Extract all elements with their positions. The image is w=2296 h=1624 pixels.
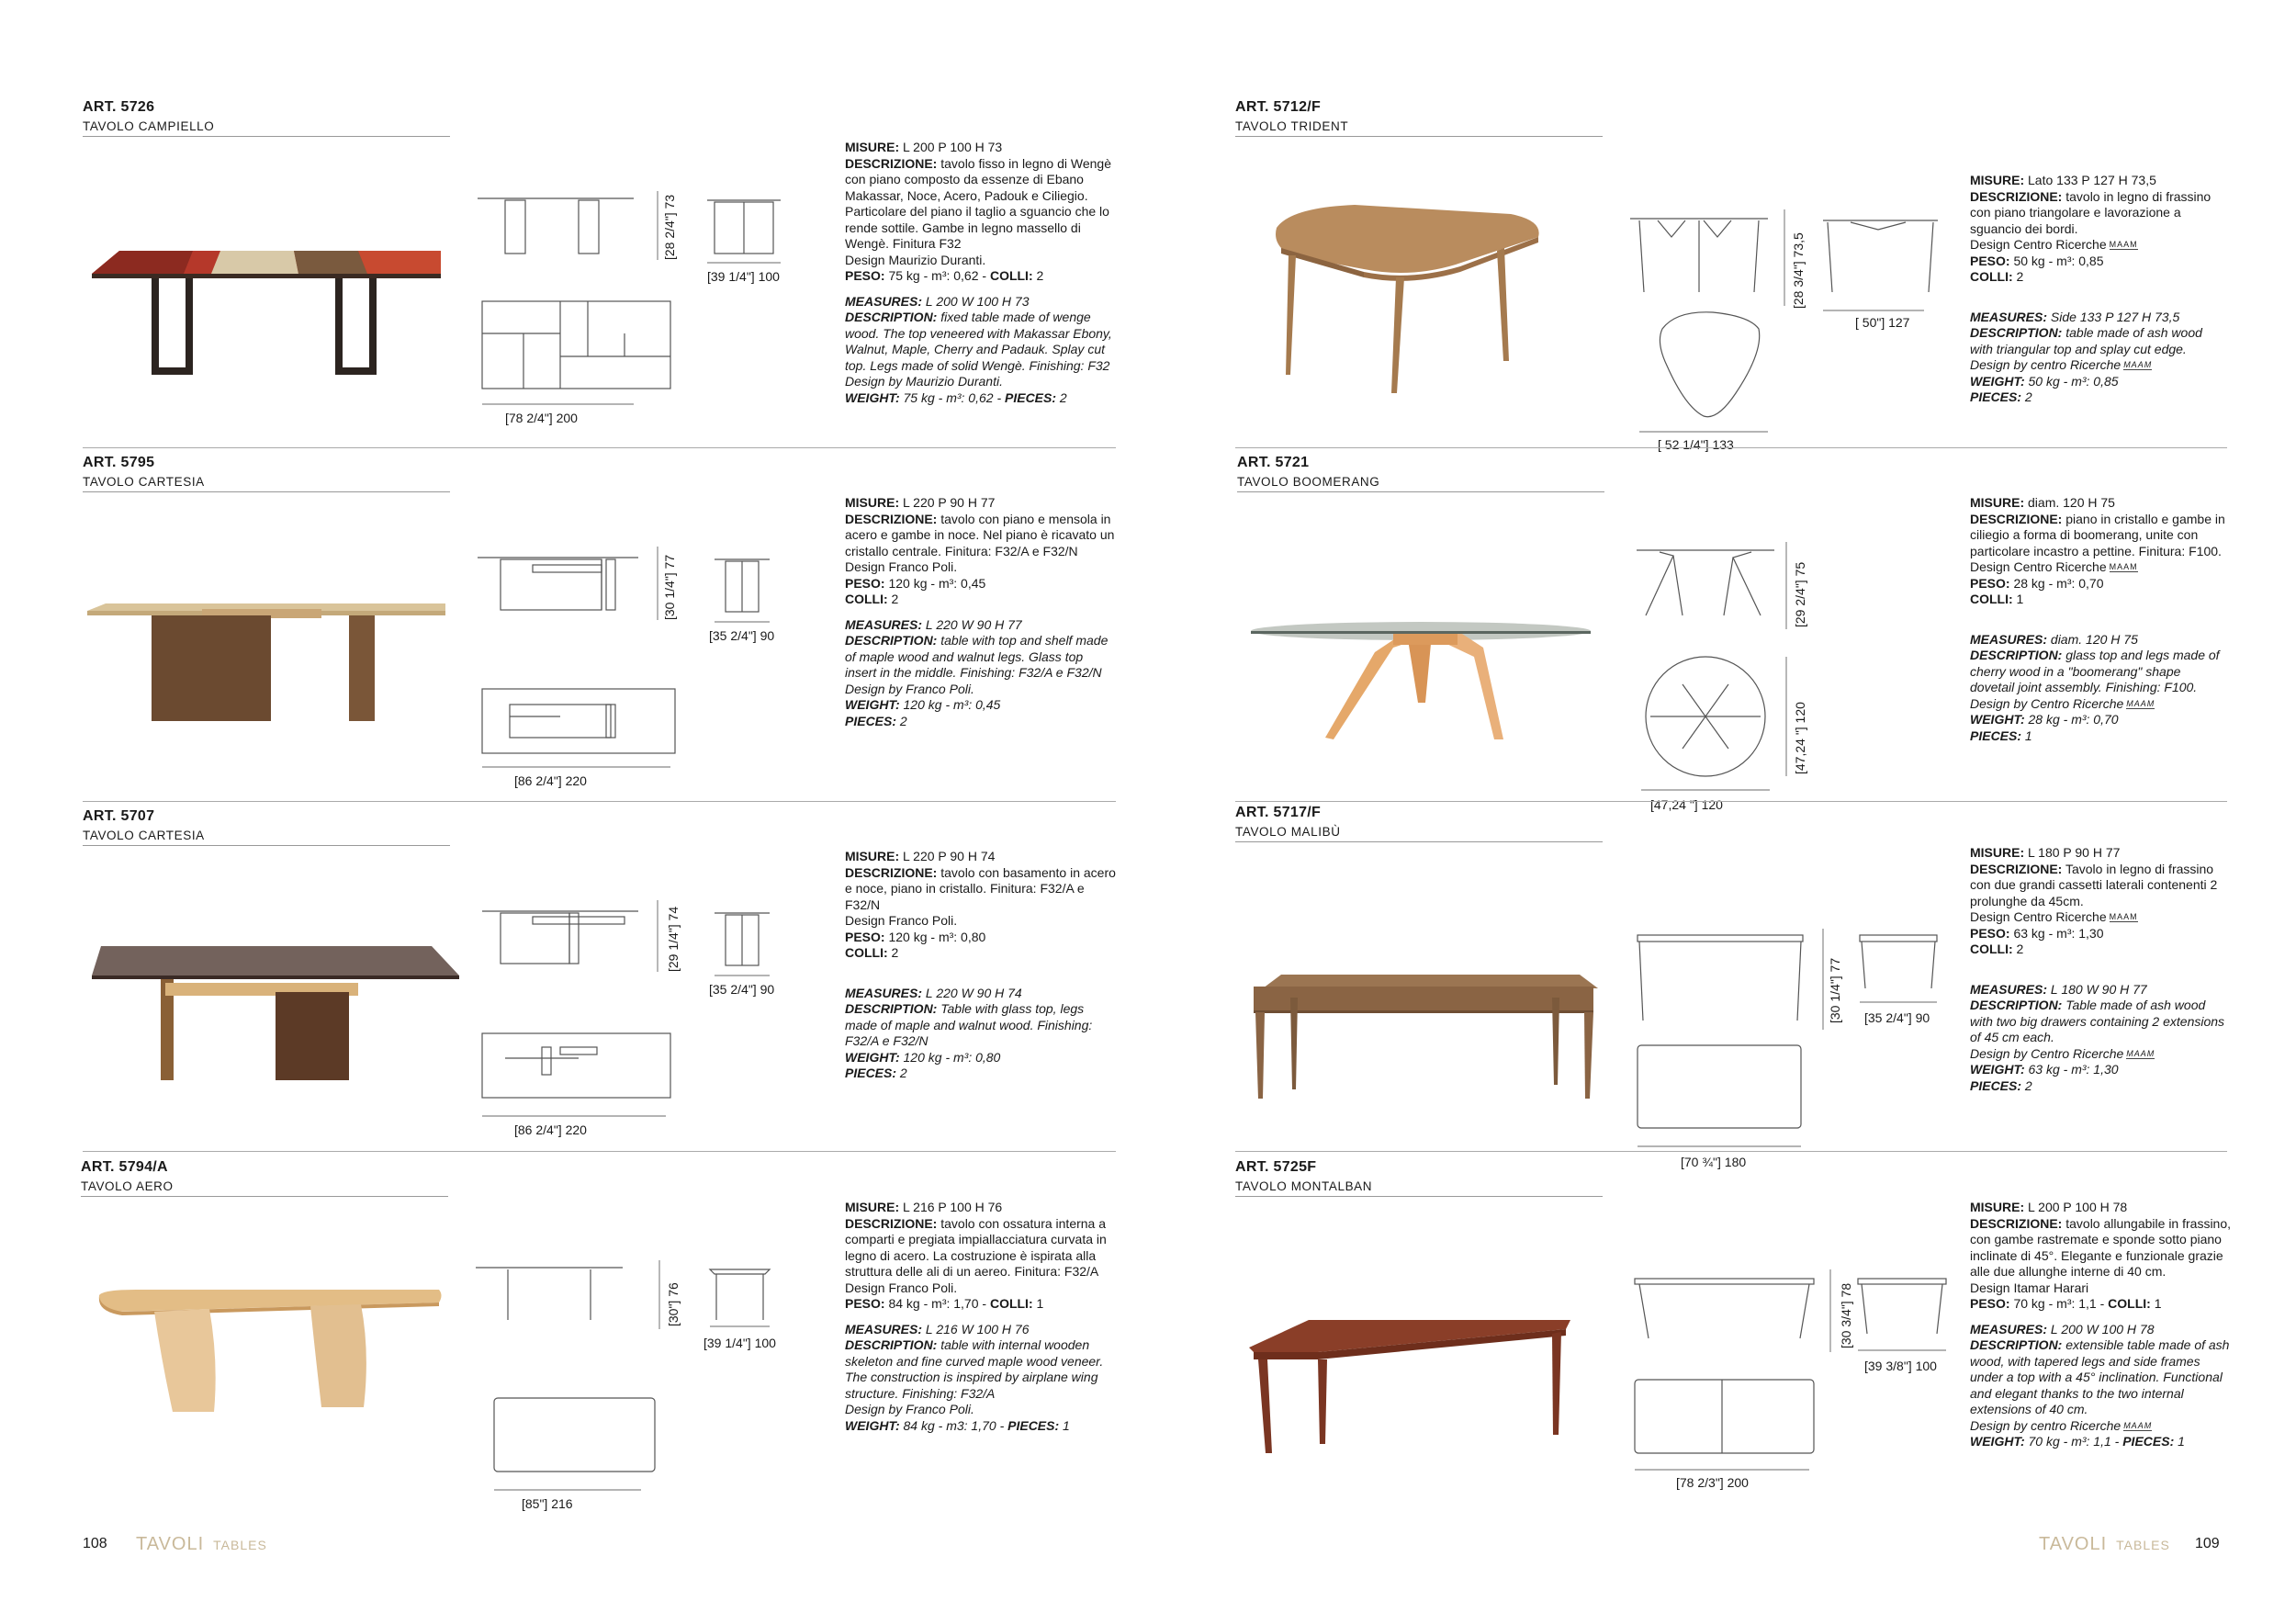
title-rule bbox=[1235, 136, 1603, 137]
article-number: ART. 5726 bbox=[83, 99, 155, 115]
entry-separator bbox=[83, 1151, 1116, 1152]
maam-logo: MAAM bbox=[2126, 1048, 2155, 1058]
article-number: ART. 5795 bbox=[83, 455, 155, 470]
section-subtitle: TABLES bbox=[213, 1538, 267, 1552]
desc-it: MISURE: L 200 P 100 H 73 DESCRIZIONE: tavolo fisso in legno di Wengè con piano composto da essenze di Ebano Makassar, Noce, Acero, Padouk e Ciliegio. Particolare del piano il taglio a sguancio che lo rende sottile. Gambe in legno massello di Wengè. Finitura F32 Design Maurizio Duranti. PESO: 75 kg - m³: 0,62 - COLLI: 2 bbox=[845, 140, 1111, 283]
maam-logo: MAAM bbox=[2123, 360, 2153, 370]
article-number: ART. 5725F bbox=[1235, 1159, 1317, 1175]
description-text bbox=[845, 849, 1116, 1082]
product-entry-5795 bbox=[83, 455, 1116, 804]
dim-diameter-side: [47,24 "] 120 bbox=[1793, 702, 1807, 774]
desc-en: MEASURES: L 220 W 90 H 77 DESCRIPTION: table with top and shelf made of maple wood and walnut legs. Glass top insert in the middle. Finishing: F32/A e F32/N Design by Franco Poli. WEIGHT: 120 kg - m³: 0,45 PIECES: 2 bbox=[845, 616, 1109, 728]
entry-separator bbox=[1235, 801, 2227, 802]
dim-height: [30"] 76 bbox=[666, 1282, 681, 1326]
article-number: ART. 5717/F bbox=[1235, 805, 1322, 820]
title-rule bbox=[1237, 491, 1604, 492]
product-entry-5726 bbox=[83, 99, 1116, 448]
technical-drawing bbox=[1632, 501, 1990, 812]
section-title: TAVOLI bbox=[2039, 1534, 2108, 1554]
title-rule bbox=[1235, 841, 1603, 842]
dim-depth: [ 50"] 127 bbox=[1855, 315, 1910, 330]
desc-en: MEASURES: L 220 W 90 H 74 DESCRIPTION: Table with glass top, legs made of maple and walnut wood. Finishing: F32/A e F32/N WEIGHT: 120 kg - m³: 0,80 PIECES: 2 bbox=[845, 985, 1093, 1080]
product-photo bbox=[1235, 1224, 1603, 1453]
title-rule bbox=[81, 1196, 448, 1197]
product-name: TAVOLO BOOMERANG bbox=[1237, 475, 1380, 489]
description-text bbox=[845, 495, 1116, 729]
product-photo bbox=[1235, 164, 1603, 393]
dim-depth: [39 3/8"] 100 bbox=[1864, 1359, 1937, 1373]
product-photo bbox=[1235, 869, 1603, 1099]
article-number: ART. 5707 bbox=[83, 808, 155, 824]
dim-depth: [35 2/4"] 90 bbox=[1864, 1010, 1930, 1025]
product-name: TAVOLO CAMPIELLO bbox=[83, 119, 215, 133]
technical-drawing bbox=[1630, 1205, 1988, 1499]
product-name: TAVOLO TRIDENT bbox=[1235, 119, 1349, 133]
product-photo bbox=[81, 1224, 448, 1453]
technical-drawing bbox=[1630, 145, 1988, 452]
description-text bbox=[1970, 1200, 2232, 1450]
dim-height: [29 2/4"] 75 bbox=[1793, 561, 1807, 627]
product-photo bbox=[1237, 519, 1604, 749]
desc-it: MISURE: L 220 P 90 H 74 DESCRIZIONE: tavolo con basamento in acero e noce, piano in cristallo. Finitura: F32/A e F32/N Design Franco Poli. PESO: 120 kg - m³: 0,80 COLLI: 2 bbox=[845, 849, 1116, 960]
dim-length: [78 2/3"] 200 bbox=[1676, 1475, 1749, 1490]
dim-length: [78 2/4"] 200 bbox=[505, 411, 578, 425]
technical-drawing bbox=[476, 1205, 834, 1511]
dim-height: [29 1/4"] 74 bbox=[666, 906, 681, 972]
title-rule bbox=[83, 136, 450, 137]
desc-it: MISURE: L 200 P 100 H 78 DESCRIZIONE: tavolo allungabile in frassino, con gambe rastremate e sponde sotto piano inclinate di 45°. Elegante e funzionale grazie alle due allunghe interne di 40 cm. Design Itamar Harari PESO: 70 kg - m³: 1,1 - COLLI: 1 bbox=[1970, 1200, 2232, 1311]
article-number: ART. 5794/A bbox=[81, 1159, 168, 1175]
dim-length: [85"] 216 bbox=[522, 1496, 573, 1511]
desc-en: MEASURES: Side 133 P 127 H 73,5 DESCRIPTION: table made of ash wood with triangular top and splay cut edge. Design by centro Ricerche MAAM WEIGHT: 50 kg - m³: 0,85 PIECES: 2 bbox=[1970, 309, 2202, 404]
maam-logo: MAAM bbox=[2109, 562, 2138, 572]
desc-en: MEASURES: diam. 120 H 75 DESCRIPTION: glass top and legs made of cherry wood in a "boomerang" shape dovetail joint assembly. Finishing: F100. Design by Centro Ricerche MAAM WEIGHT: 28 kg - m³: 0,70 PIECES: 1 bbox=[1970, 631, 2220, 743]
dim-height: [30 3/4"] 78 bbox=[1839, 1282, 1853, 1348]
description-text bbox=[845, 140, 1116, 406]
article-number: ART. 5712/F bbox=[1235, 99, 1322, 115]
desc-it: MISURE: Lato 133 P 127 H 73,5 DESCRIZIONE: tavolo in legno di frassino con piano triangolare e lavorazione a sguancio dei bordi. Design Centro Ricerche MAAM PESO: 50 kg - m³: 0,85 COLLI: 2 bbox=[1970, 173, 2212, 284]
product-entry-5712f bbox=[1235, 99, 2268, 452]
entry-separator bbox=[1235, 1151, 2227, 1152]
dim-length: [86 2/4"] 220 bbox=[514, 1122, 587, 1137]
product-name: TAVOLO CARTESIA bbox=[83, 829, 205, 842]
dim-depth: [35 2/4"] 90 bbox=[709, 628, 775, 643]
entry-separator bbox=[83, 447, 1116, 448]
entry-separator bbox=[83, 801, 1116, 802]
technical-drawing bbox=[478, 501, 836, 795]
description-text bbox=[1970, 173, 2227, 406]
description-text bbox=[1970, 495, 2227, 744]
dim-side: [ 52 1/4"] 133 bbox=[1658, 437, 1734, 452]
product-name: TAVOLO AERO bbox=[81, 1179, 174, 1193]
dim-height: [28 3/4"] 73,5 bbox=[1791, 232, 1806, 309]
product-entry-5794a bbox=[81, 1159, 1114, 1511]
section-subtitle: TABLES bbox=[2116, 1538, 2170, 1552]
section-title: TAVOLI bbox=[136, 1534, 205, 1554]
section-label-left bbox=[136, 1534, 267, 1555]
dim-length: [86 2/4"] 220 bbox=[514, 773, 587, 788]
title-rule bbox=[83, 491, 450, 492]
maam-logo: MAAM bbox=[2123, 1420, 2153, 1430]
desc-it: MISURE: diam. 120 H 75 DESCRIZIONE: piano in cristallo e gambe in ciliegio a forma di boomerang, unite con particolare incastro a pettine. Finitura: F100. Design Centro Ricerche MAAM PESO: 28 kg - m³: 0,70 COLLI: 1 bbox=[1970, 495, 2225, 606]
title-rule bbox=[83, 845, 450, 846]
maam-logo: MAAM bbox=[2109, 240, 2138, 250]
entry-separator bbox=[1235, 447, 2227, 448]
product-photo bbox=[83, 519, 450, 749]
section-label-right bbox=[2039, 1534, 2170, 1555]
desc-en: MEASURES: L 200 W 100 H 73 DESCRIPTION: fixed table made of wenge wood. The top veneered with Makassar Ebony, Walnut, Maple, Cherry and Padauk. Splay cut top. Legs made of solid Wengè. Finishing: F32 Design by Maurizio Duranti. WEIGHT: 75 kg - m³: 0,62 - PIECES: 2 bbox=[845, 293, 1112, 405]
dim-depth: [35 2/4"] 90 bbox=[709, 982, 775, 997]
product-name: TAVOLO MALIBÙ bbox=[1235, 825, 1341, 839]
desc-it: MISURE: L 220 P 90 H 77 DESCRIZIONE: tavolo con piano e mensola in acero e gambe in noce. Nel piano è ricavato un cristallo centrale. Finitura: F32/A e F32/N Design Franco Poli. PESO: 120 kg - m³: 0,45 COLLI: 2 bbox=[845, 495, 1115, 606]
dim-depth: [39 1/4"] 100 bbox=[707, 269, 780, 284]
product-name: TAVOLO CARTESIA bbox=[83, 475, 205, 489]
desc-it: MISURE: L 216 P 100 H 76 DESCRIZIONE: tavolo con ossatura interna a comparti e pregiata impiallacciatura curvata in legno di acero. La costruzione è ispirata alla struttura delle ali di un aereo. Finitura: F32/A Design Franco Poli. PESO: 84 kg - m³: 1,70 - COLLI: 1 bbox=[845, 1200, 1107, 1311]
technical-drawing bbox=[478, 854, 836, 1148]
maam-logo: MAAM bbox=[2126, 698, 2155, 708]
technical-drawing bbox=[1630, 851, 1988, 1169]
dim-length: [70 ¾"] 180 bbox=[1681, 1155, 1747, 1169]
desc-it: MISURE: L 180 P 90 H 77 DESCRIZIONE: Tavolo in legno di frassino con due grandi cassetti laterali contenenti 2 prolunghe da 45cm. Design Centro Ricerche MAAM PESO: 63 kg - m³: 1,30 COLLI: 2 bbox=[1970, 845, 2218, 956]
description-text bbox=[845, 1200, 1116, 1434]
desc-en: MEASURES: L 216 W 100 H 76 DESCRIPTION: table with internal wooden skeleton and fine curved maple wood veneer. The construction is inspired by airplane wing structure. Finishing: F32/A Design by Franco Poli. WEIGHT: 84 kg - m3: 1,70 - PIECES: 1 bbox=[845, 1321, 1104, 1433]
dim-depth: [39 1/4"] 100 bbox=[703, 1336, 776, 1350]
product-entry-5725f bbox=[1235, 1159, 2268, 1508]
dim-diameter: [47,24 "] 120 bbox=[1650, 797, 1723, 812]
article-number: ART. 5721 bbox=[1237, 455, 1310, 470]
product-photo bbox=[83, 164, 450, 393]
desc-en: MEASURES: L 180 W 90 H 77 DESCRIPTION: Table made of ash wood with two big drawers containing 2 extensions of 45 cm each. Design by Centro Ricerche MAAM WEIGHT: 63 kg - m³: 1,30 PIECES: 2 bbox=[1970, 981, 2225, 1093]
dim-height: [30 1/4"] 77 bbox=[1828, 957, 1842, 1023]
product-entry-5721 bbox=[1237, 455, 2270, 812]
page-number-right: 109 bbox=[2195, 1536, 2220, 1551]
description-text bbox=[1970, 845, 2232, 1094]
desc-en: MEASURES: L 200 W 100 H 78 DESCRIPTION: extensible table made of ash wood, with tapered legs and side frames under a top with a 45° inclination. Functional and elegant thanks to the two internal extensions of 40 cm. Design by centro Ricerche MAAM WEIGHT: 70 kg - m³: 1,1 - PIECES: 1 bbox=[1970, 1321, 2230, 1449]
product-entry-5707 bbox=[83, 808, 1116, 1157]
page-number-left: 108 bbox=[83, 1536, 107, 1551]
dim-height: [28 2/4"] 73 bbox=[662, 194, 677, 260]
title-rule bbox=[1235, 1196, 1603, 1197]
product-name: TAVOLO MONTALBAN bbox=[1235, 1179, 1373, 1193]
maam-logo: MAAM bbox=[2109, 912, 2138, 922]
product-photo bbox=[83, 873, 450, 1102]
dim-height: [30 1/4"] 77 bbox=[662, 554, 677, 620]
technical-drawing bbox=[478, 145, 836, 439]
